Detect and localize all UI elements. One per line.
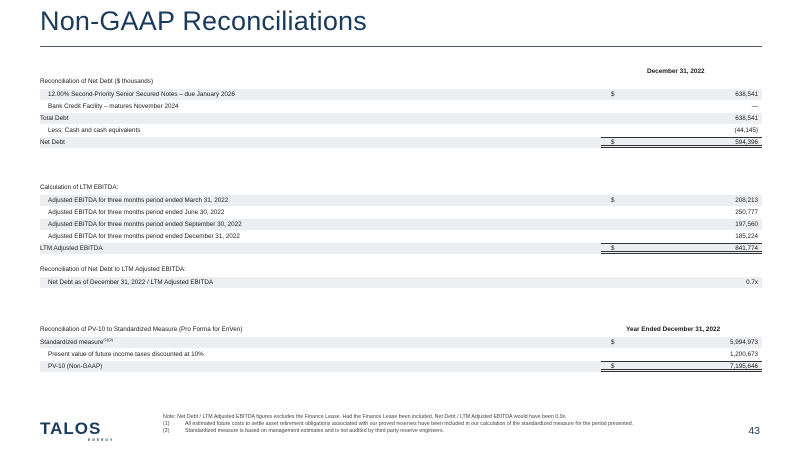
row-value: 185,224 (735, 233, 758, 240)
row-currency: $ (611, 245, 615, 252)
row-currency: $ (611, 91, 615, 98)
table-row (40, 195, 762, 206)
row-value: 638,541 (735, 91, 758, 98)
footnote-1 (163, 421, 723, 428)
table-row (40, 243, 762, 254)
row-value: 594,396 (735, 139, 758, 146)
logo-wordmark: TALOS (40, 419, 102, 438)
row-label: Standardized measure$^{(1)(2)}$ (40, 337, 114, 346)
row-label: Present value of future income taxes discounted at 10% (48, 351, 204, 358)
row-value: 5,994,973 (729, 339, 758, 346)
row-label: Net Debt (40, 139, 65, 146)
row-value: 197,560 (735, 221, 758, 228)
row-currency: $ (611, 139, 615, 146)
row-value: 0.7x (746, 279, 758, 286)
table-row (40, 101, 762, 112)
logo-subtitle: ENERGY (88, 438, 115, 442)
footnote-text: Standardized measure is based on management estimates and is not audited by third party reserve engineers. (185, 428, 445, 434)
row-value: 638,541 (735, 115, 758, 122)
net-debt-column-header: December 31, 2022 (647, 68, 705, 75)
table-row (40, 125, 762, 136)
row-value: — (751, 103, 758, 110)
row-label: 12.00% Second-Priority Senior Secured Notes – due January 2026 (48, 91, 235, 98)
row-value: 1,200,673 (729, 351, 758, 358)
pv10-column-header: Year Ended December 31, 2022 (626, 326, 721, 333)
row-label: PV-10 (Non-GAAP) (48, 363, 103, 370)
table-row (40, 113, 762, 124)
row-currency: $ (611, 363, 615, 370)
row-label: Adjusted EBITDA for three months period ended March 31, 2022 (48, 197, 229, 204)
footnote-main: Note: Net Debt / LTM Adjusted EBITDA figures excludes the Finance Lease. Had the Finance Lease been included, Net Debt / LTM Adjusted EBITDA would have been 0.9x. (163, 414, 567, 420)
footnote-number: (2) (163, 428, 170, 434)
table-row (40, 231, 762, 242)
row-currency: $ (611, 339, 615, 346)
table-row (40, 361, 762, 372)
title-divider (40, 46, 762, 47)
ltm-section-label: Calculation of LTM EBITDA: (40, 184, 119, 191)
row-value: 7,195,646 (729, 363, 758, 370)
row-label: LTM Adjusted EBITDA (40, 245, 103, 252)
row-label: Total Debt (40, 115, 69, 122)
table-row (40, 207, 762, 218)
footnote-text: All estimated future costs to settle asset retirement obligations associated with our proved reserves have been included in our calculation of the standardized measure for the period presented. (185, 421, 634, 427)
row-label: Adjusted EBITDA for three months period ended December 31, 2022 (48, 233, 240, 240)
ratio-section-label: Reconciliation of Net Debt to LTM Adjusted EBITDA: (40, 266, 186, 273)
row-label: Less: Cash and cash equivalents (48, 127, 141, 134)
pv10-section-label: Reconciliation of PV-10 to Standardized Measure (Pro Forma for EnVen) (40, 326, 243, 333)
page-number: 43 (748, 425, 760, 437)
row-label: Adjusted EBITDA for three months period ended September 30, 2022 (48, 221, 242, 228)
table-row (40, 137, 762, 148)
row-value: 250,777 (735, 209, 758, 216)
row-value: 208,213 (735, 197, 758, 204)
table-row (40, 89, 762, 100)
footnotes (163, 414, 723, 435)
net-debt-section-label: Reconciliation of Net Debt ($ thousands) (40, 78, 154, 85)
table-row (40, 337, 762, 348)
row-label: Adjusted EBITDA for three months period ended June 30, 2022 (48, 209, 225, 216)
row-label: Net Debt as of December 31, 2022 / LTM Adjusted EBITDA (48, 279, 214, 286)
table-row (40, 219, 762, 230)
table-row (40, 349, 762, 360)
row-currency: $ (611, 197, 615, 204)
row-label: Bank Credit Facility – matures November 2024 (48, 103, 179, 110)
footnote-2 (163, 428, 723, 435)
footnote-number: (1) (163, 421, 170, 427)
talos-logo (40, 419, 115, 442)
row-value: 841,774 (735, 245, 758, 252)
page-title: Non-GAAP Reconciliations (40, 6, 367, 36)
footnote-ref: (1)(2) (103, 337, 114, 342)
table-row (40, 277, 762, 288)
row-value: (44,145) (734, 127, 758, 134)
